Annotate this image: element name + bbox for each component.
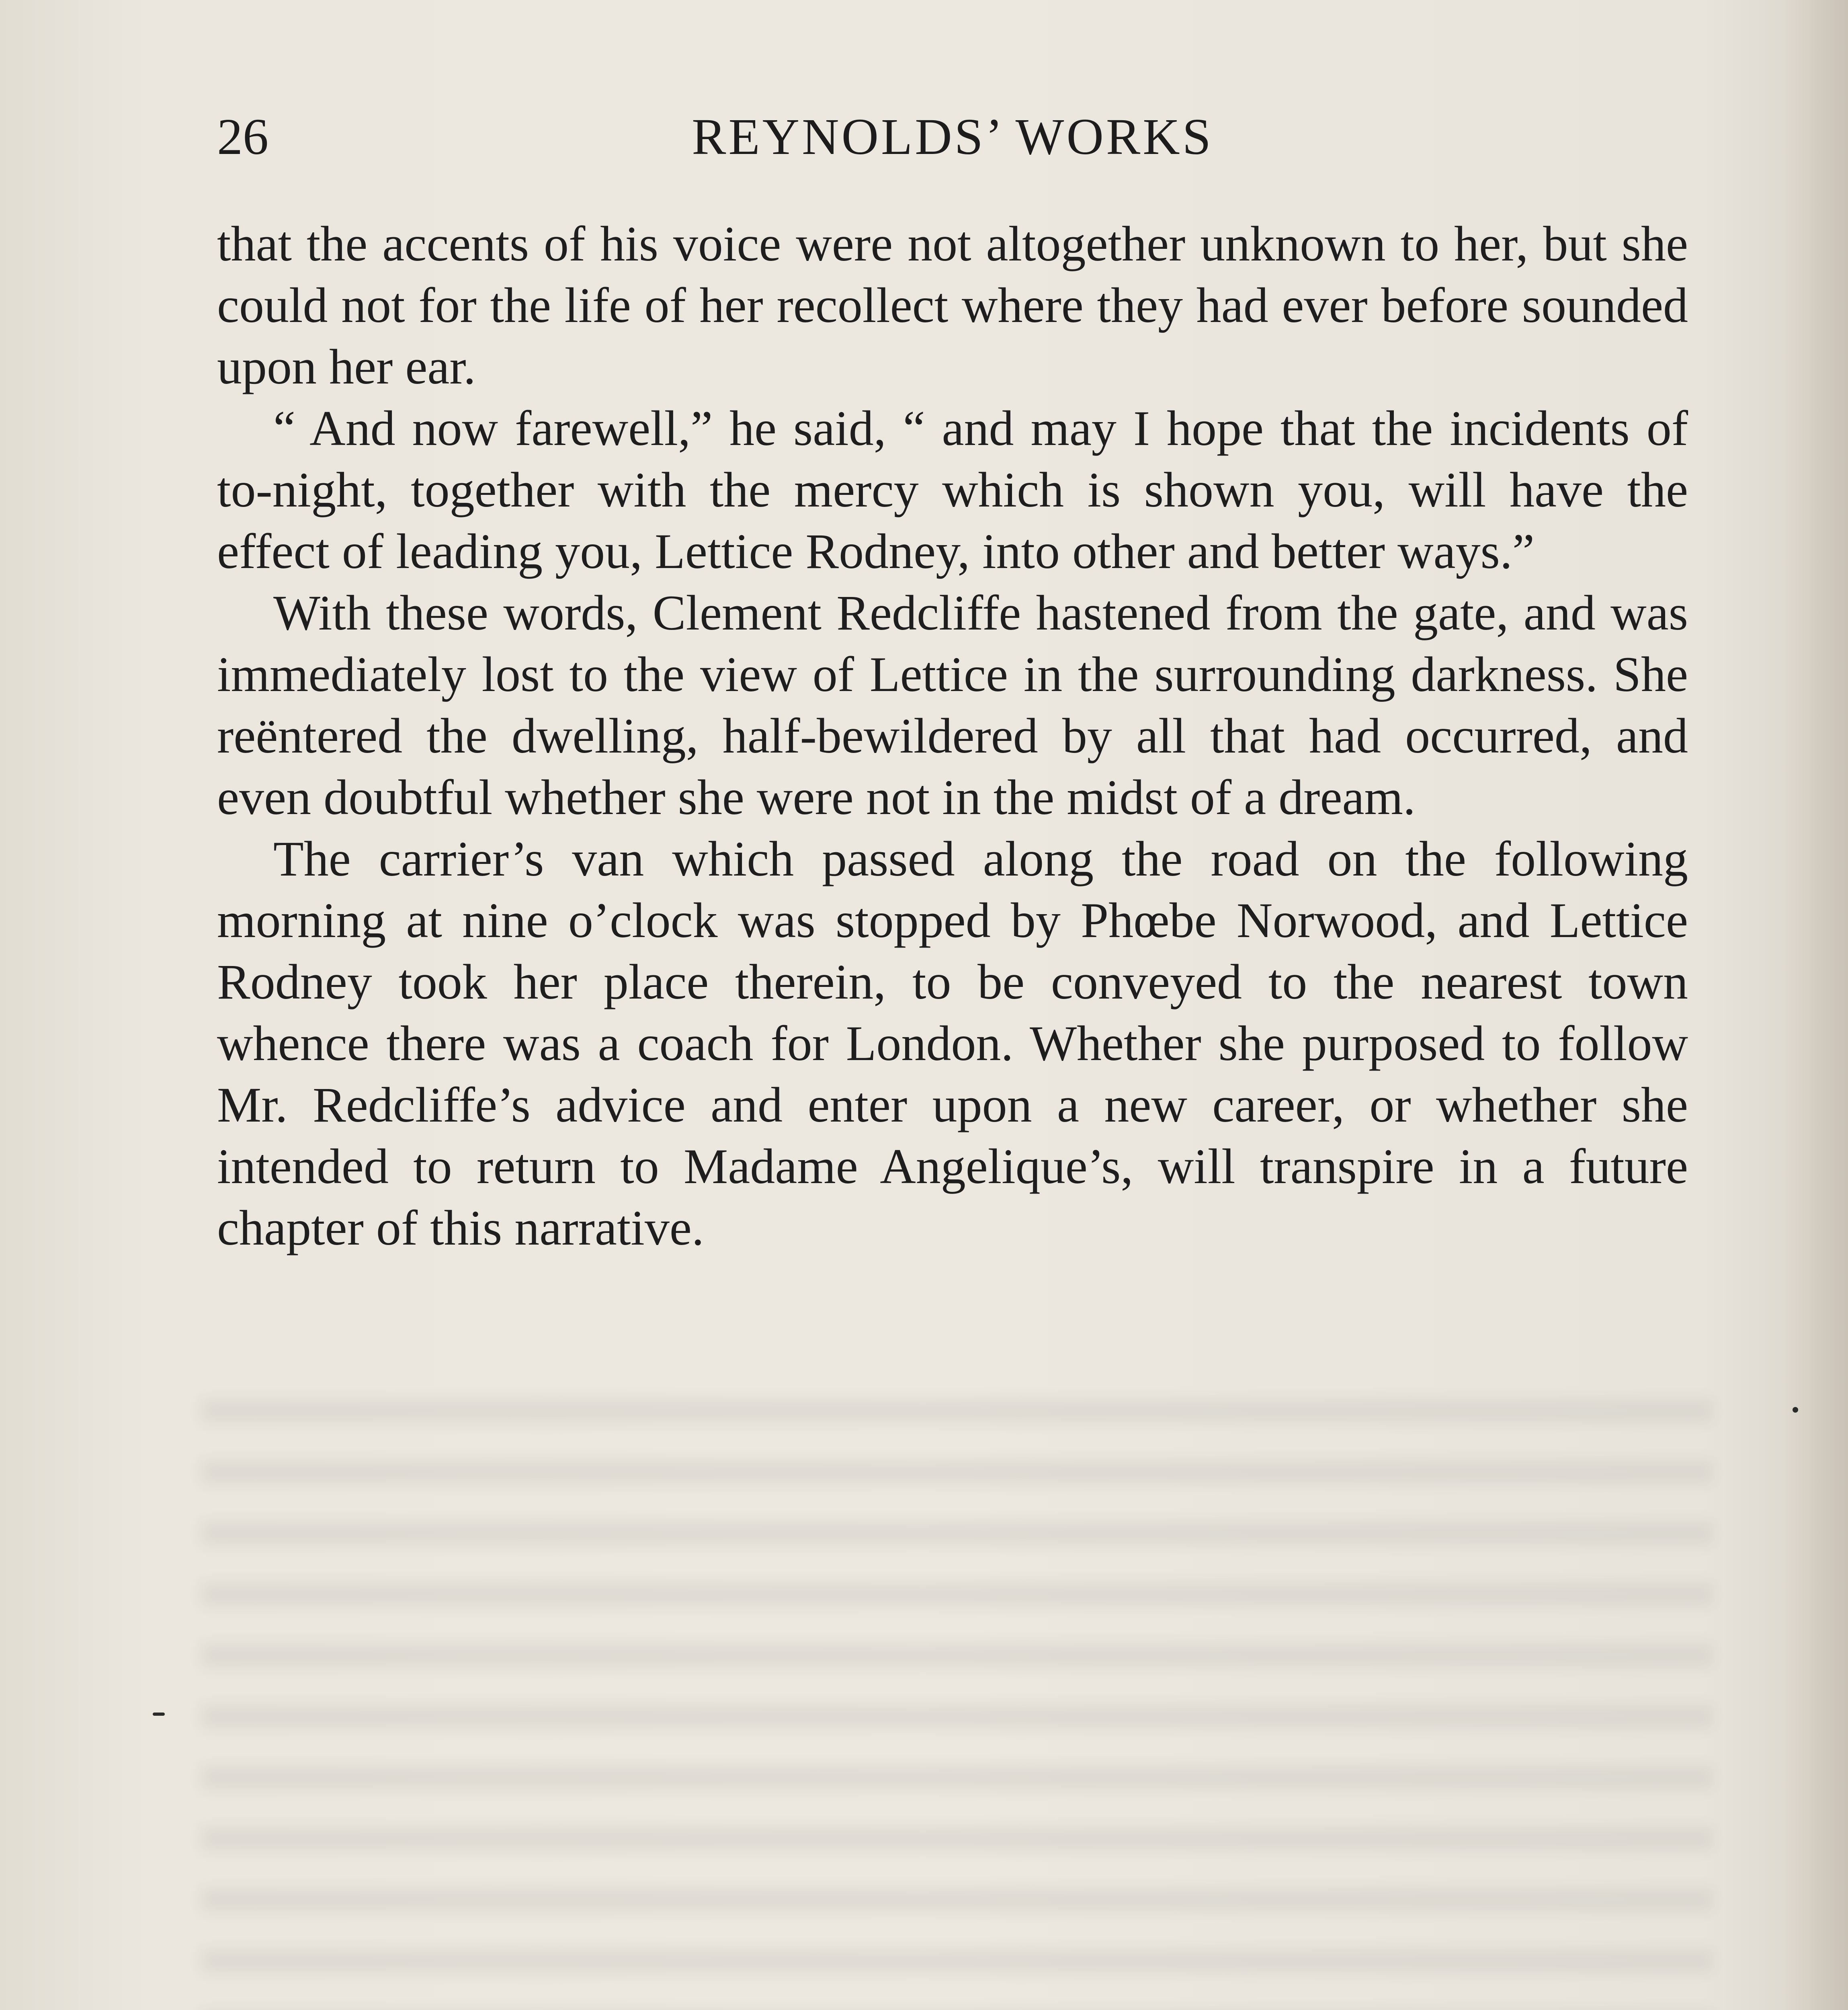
show-through-text (201, 1399, 1712, 2010)
page-header (217, 105, 1688, 169)
running-head: REYNOLDS’ WORKS (692, 108, 1213, 165)
ink-speck (153, 1713, 165, 1716)
body-text (217, 213, 1688, 1259)
paragraph-continuation: that the accents of his voice were not altogether unknown to her, but she could not for the life of her recollect where they had ever before sounded upon her ear. (217, 216, 1688, 394)
page-number: 26 (217, 108, 268, 165)
page-edge-shadow (1784, 0, 1848, 2010)
paragraph-carriers-van: The carrier’s van which passed along the road on the following morning at nine o’clock was stopped by Phœbe Norwood, and Lettice Rodney took her place therein, to be conveyed to the nearest town whence there was a coach for London. Whether she purposed to follow Mr. Redcliffe’s advice and enter upon a new career, or whether she intended to return to Madame Angelique’s, will transpire in a future chapter of this narrative. (217, 831, 1688, 1255)
paragraph-farewell: “ And now farewell,” he said, “ and may I hope that the incidents of to-night, together with the mercy which is shown you, will have the effect of leading you, Lettice Rodney, into other and better ways.” (217, 401, 1688, 579)
paragraph-redcliffe-departs: With these words, Clement Redcliffe hastened from the gate, and was immediately lost to the view of Lettice in the surrounding darkness. She reëntered the dwelling, half-bewildered by all that had occurred, and even doubtful whether she were not in the midst of a dream. (217, 585, 1688, 825)
ink-speck (1793, 1407, 1798, 1413)
